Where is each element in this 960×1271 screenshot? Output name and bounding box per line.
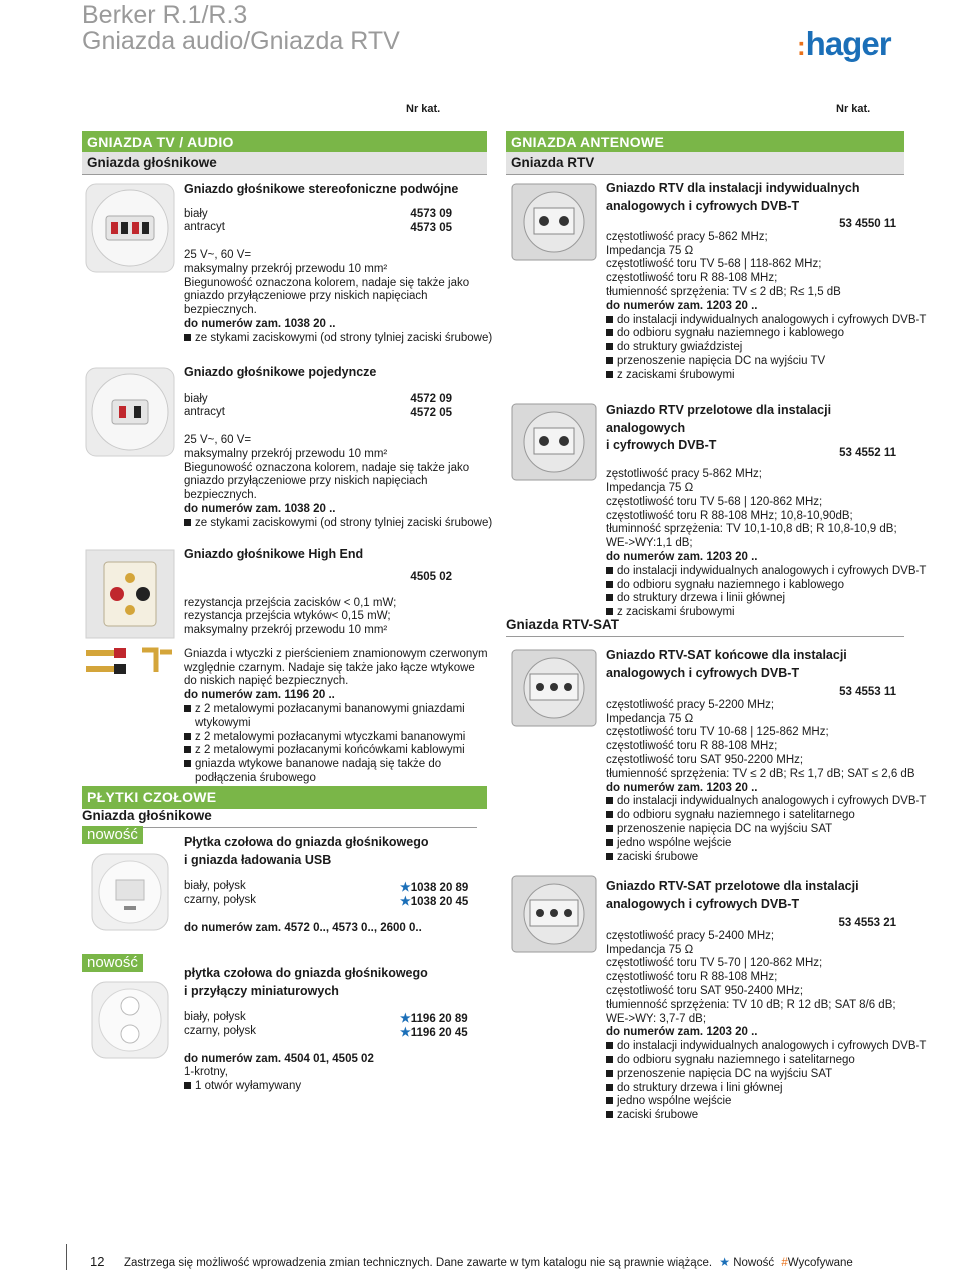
spec-line: do niskich napięć bezpiecznych. (184, 675, 349, 688)
order-code: 4505 02 (410, 571, 452, 583)
mini-plate-image (84, 974, 176, 1066)
rtv-sat-socket-image (508, 646, 600, 730)
order-note: do numerów zam. 4504 01, 4505 02 (184, 1052, 374, 1065)
spec-line: maksymalny przekrój przewodu 10 mm² (184, 262, 388, 275)
order-note: do numerów zam. 1038 20 .. (184, 503, 336, 516)
speaker-socket-single-image (84, 366, 176, 458)
product-rtv-sat-end (606, 647, 927, 864)
spec-line: częstotliwość toru TV 5-68 | 118-862 MHz; (606, 258, 822, 271)
title-line2: Gniazda audio/Gniazda RTV (82, 27, 400, 56)
product-high-end (184, 546, 488, 786)
feature-bullet: z 2 metalowymi pozłacanymi wtyczkami bananowymi (184, 731, 484, 745)
order-code: ★1196 20 89 (400, 1011, 468, 1025)
order-note: do numerów zam. 1203 20 .. (606, 1026, 758, 1039)
hager-logo: :hager (797, 25, 891, 62)
product-title: płytka czołowa do gniazda głośnikowego (184, 966, 428, 980)
subsection-header-plates: Gniazda głośnikowe (82, 808, 477, 828)
variant-label: biały (184, 392, 208, 405)
feature-bullet: do instalacji indywidualnych analogowych i cyfrowych DVB-T (606, 1040, 896, 1054)
subsection-header-speaker: Gniazda głośnikowe (82, 152, 487, 175)
product-title: analogowych i cyfrowych DVB-T (606, 665, 800, 680)
spec-line: 25 V~, 60 V= (184, 249, 252, 262)
spec-line: częstotliwość toru SAT 950-2400 MHz; (606, 984, 804, 997)
feature-bullet: z zaciskami śrubowymi (606, 369, 896, 383)
order-code: 53 4552 11 (839, 446, 896, 459)
feature-bullet: przenoszenie napięcia DC na wyjściu SAT (606, 1068, 896, 1082)
feature-bullet: zaciski śrubowe (606, 851, 896, 865)
product-rtv-sat-through (606, 878, 927, 1123)
order-code: 53 4553 21 (838, 917, 896, 929)
spec-line: częstotliwość toru TV 10-68 | 125-862 MHz; (606, 726, 829, 739)
speaker-socket-double-image (84, 182, 176, 274)
variant-label: biały, połysk (184, 880, 246, 892)
spec-line: częstotliwość toru TV 5-68 | 120-862 MHz; (606, 495, 823, 508)
usb-plate-image (84, 846, 176, 938)
spec-line: częstotliwość toru TV 5-70 | 120-862 MHz; (606, 957, 823, 970)
order-code: 53 4553 11 (839, 686, 896, 698)
feature-bullet: do odbioru sygnału naziemnego i satelitarnego (606, 809, 896, 823)
feature-bullet: z zaciskami śrubowymi (606, 606, 896, 620)
feature-bullet: do odbioru sygnału naziemnego i kablowego (606, 579, 896, 593)
spec-line: 25 V~, 60 V= (184, 434, 252, 447)
feature-bullet: do struktury gwiaździstej (606, 341, 896, 355)
feature-bullet: jedno wspólne wejście (606, 1095, 896, 1109)
new-badge: nowość (82, 954, 143, 972)
high-end-socket-image (84, 548, 176, 640)
page-title (82, 2, 400, 55)
spec-line: częstotliwość toru R 88-108 MHz; (606, 740, 778, 753)
spec-line: częstotliwość toru SAT 950-2200 MHz; (606, 753, 804, 766)
product-title: Gniazdo głośnikowe stereofoniczne podwójne (184, 182, 459, 196)
feature-bullet: do odbioru sygnału naziemnego i kablowego (606, 327, 896, 341)
spec-line: Impedancja 75 Ω (606, 943, 694, 956)
variant-label: antracyt (184, 221, 225, 234)
product-title: Płytka czołowa do gniazda głośnikowego (184, 835, 429, 849)
footer-disclaimer: Zastrzega się możliwość wprowadzenia zmian technicznych. Dane zawarte w tym katalogu nie są prawnie wiążące. ★ Nowość #Wycofywane (124, 1255, 853, 1269)
order-code: ★1038 20 45 (400, 894, 469, 908)
variant-label: czarny, połysk (184, 893, 257, 906)
variant-label: biały (184, 207, 208, 220)
nr-kat-label: Nr kat. (406, 103, 441, 115)
new-star-icon: ★ (719, 1255, 731, 1269)
feature-bullet: przenoszenie napięcia DC na wyjściu TV (606, 355, 896, 369)
feature-bullet: gniazda wtykowe bananowe nadają się także do podłączenia śrubowego (184, 758, 495, 786)
rtv-sat-through-socket-image (508, 872, 600, 956)
feature-bullet: z 2 metalowymi pozłacanymi bananowymi gniazdami wtykowymi (184, 703, 491, 731)
spec-line: rezystancja przejścia wtyków< 0,15 mW; (184, 610, 391, 623)
hash-icon: # (781, 1257, 788, 1269)
feature-bullet: do instalacji indywidualnych analogowych i cyfrowych DVB-T (606, 565, 896, 579)
section-header-plates: PŁYTKI CZOŁOWE (82, 786, 487, 809)
product-title: Gniazdo RTV przelotowe dla instalacji analogowych (606, 403, 832, 435)
footer-divider (66, 1244, 67, 1270)
spec-line: gniazdo przyłączeniowe przy niskich napięciach (184, 290, 428, 303)
product-title: Gniazdo RTV-SAT przelotowe dla instalacji (606, 879, 859, 893)
product-title: analogowych i cyfrowych DVB-T (606, 198, 800, 213)
spec-line: częstotliwość toru R 88-108 MHz; (606, 971, 778, 984)
spec-line: maksymalny przekrój przewodu 10 mm² (184, 624, 388, 637)
feature-bullet: przenoszenie napięcia DC na wyjściu SAT (606, 823, 896, 837)
spec-line: WE->WY: 3,7-7 dB; (606, 1012, 707, 1025)
order-code: 4573 09 (410, 207, 452, 220)
subsection-header-rtv-sat: Gniazda RTV-SAT (506, 617, 904, 637)
product-title: analogowych i cyfrowych DVB-T (606, 896, 800, 911)
product-title: Gniazdo RTV-SAT końcowe dla instalacji (606, 648, 847, 662)
feature-bullet: ze stykami zaciskowymi (od strony tylniej zaciski śrubowe) (184, 332, 479, 346)
order-code: 4572 05 (410, 406, 452, 419)
spec-line: częstotliwość toru R 88-108 MHz; (606, 272, 778, 285)
section-header-tv-audio: GNIAZDA TV / AUDIO (82, 131, 487, 154)
spec-line: zęstotliwość pracy 5-862 MHz; (606, 468, 762, 481)
order-note: do numerów zam. 1203 20 .. (606, 551, 758, 564)
spec-line: rezystancja przejścia zacisków < 0,1 mW; (184, 596, 397, 609)
spec-line: WE->WY:1,1 dB; (606, 537, 693, 550)
feature-bullet: do instalacji indywidualnych analogowych i cyfrowych DVB-T (606, 314, 896, 328)
spec-line: częstotliwość toru R 88-108 MHz; 10,8-10,90dB; (606, 509, 853, 522)
order-note: do numerów zam. 1203 20 .. (606, 781, 758, 794)
spec-line: Biegunowość oznaczona kolorem, nadaje się także jako (184, 276, 470, 289)
variant-label: antracyt (184, 406, 225, 419)
spec-line: gniazdo przyłączeniowe przy niskich napięciach (184, 475, 428, 488)
variant-label: czarny, połysk (184, 1024, 257, 1037)
title-line1: Berker R.1/R.3 (82, 1, 248, 29)
spec-line: Impedancja 75 Ω (606, 712, 694, 725)
rtv-through-socket-image (508, 400, 600, 484)
feature-bullet: do struktury drzewa i lini głównej (606, 1082, 896, 1096)
page-number: 12 (90, 1254, 105, 1269)
product-title: i cyfrowych DVB-T (606, 438, 717, 452)
feature-bullet: 1 otwór wyłamywany (184, 1080, 474, 1094)
order-code: 53 4550 11 (839, 218, 896, 230)
feature-bullet: z 2 metalowymi pozłacanymi końcówkami kablowymi (184, 744, 484, 758)
feature-bullet: ze stykami zaciskowymi (od strony tylniej zaciski śrubowe) (184, 517, 479, 531)
product-title: Gniazdo głośnikowe pojedyncze (184, 365, 377, 379)
spec-line: Impedancja 75 Ω (606, 244, 694, 257)
spec-line: Impedancja 75 Ω (606, 482, 694, 495)
spec-line: maksymalny przekrój przewodu 10 mm² (184, 447, 388, 460)
subsection-header-rtv: Gniazda RTV (506, 152, 904, 175)
order-code: ★1038 20 89 (400, 880, 469, 894)
nr-kat-label: Nr kat. (836, 103, 871, 115)
spec-line: Biegunowość oznaczona kolorem, nadaje się także jako (184, 461, 470, 474)
order-code: ★1196 20 45 (400, 1025, 468, 1039)
section-header-antenna: GNIAZDA ANTENOWE (506, 131, 904, 154)
rtv-socket-image (508, 180, 600, 264)
spec-line: częstotliwość pracy 5-2400 MHz; (606, 929, 775, 942)
spec-line: tłuminność sprzężenia: TV 10,1-10,8 dB; R 10,8-10,9 dB; (606, 523, 897, 536)
feature-bullet: zaciski śrubowe (606, 1109, 896, 1123)
product-title: Gniazdo RTV dla instalacji indywidualnych (606, 181, 860, 195)
spec-line: Gniazda i wtyczki z pierścieniem znamionowym czerwonym (184, 647, 488, 660)
new-badge: nowość (82, 826, 143, 844)
order-note: do numerów zam. 1038 20 .. (184, 318, 336, 331)
spec-line: tłumienność sprzężenia: TV ≤ 2 dB; R≤ 1,5 dB (606, 285, 841, 298)
spec-line: częstotliwość pracy 5-862 MHz; (606, 230, 768, 243)
spec-line: 1-krotny, (184, 1066, 228, 1079)
product-title: i gniazda ładowania USB (184, 852, 332, 867)
feature-bullet: jedno wspólne wejście (606, 837, 896, 851)
banana-plugs-image (84, 644, 176, 680)
feature-bullet: do struktury drzewa i linii głównej (606, 592, 896, 606)
feature-bullet: do odbioru sygnału naziemnego i satelitarnego (606, 1054, 896, 1068)
product-rtv-through (606, 402, 927, 620)
product-speaker-single (184, 364, 493, 531)
order-note: do numerów zam. 4572 0.., 4573 0.., 2600 0.. (184, 921, 422, 934)
product-speaker-double (184, 181, 493, 346)
order-note: do numerów zam. 1203 20 .. (606, 299, 758, 312)
order-code: 4573 05 (410, 221, 452, 234)
spec-line: częstotliwość pracy 5-2200 MHz; (606, 698, 775, 711)
product-title: i przyłączy miniaturowych (184, 983, 339, 998)
spec-line: bezpiecznych. (184, 304, 257, 317)
product-title: Gniazdo głośnikowe High End (184, 547, 364, 561)
feature-bullet: do instalacji indywidualnych analogowych i cyfrowych DVB-T (606, 795, 896, 809)
product-rtv-end (606, 180, 927, 383)
spec-line: tłumienność sprzężenia: TV 10 dB; R 12 dB; SAT 8/6 dB; (606, 998, 896, 1011)
variant-label: biały, połysk (184, 1011, 246, 1023)
order-note: do numerów zam. 1196 20 .. (184, 689, 335, 702)
spec-line: tłumienność sprzężenia: TV ≤ 2 dB; R≤ 1,7 dB; SAT ≤ 2,6 dB (606, 767, 915, 780)
product-usb-plate (184, 834, 474, 935)
order-code: 4572 09 (410, 392, 452, 405)
spec-line: względnie czarnym. Nadaje się także jako łącze wtykowe (184, 661, 475, 674)
spec-line: bezpiecznych. (184, 489, 257, 502)
product-mini-plate (184, 965, 474, 1094)
